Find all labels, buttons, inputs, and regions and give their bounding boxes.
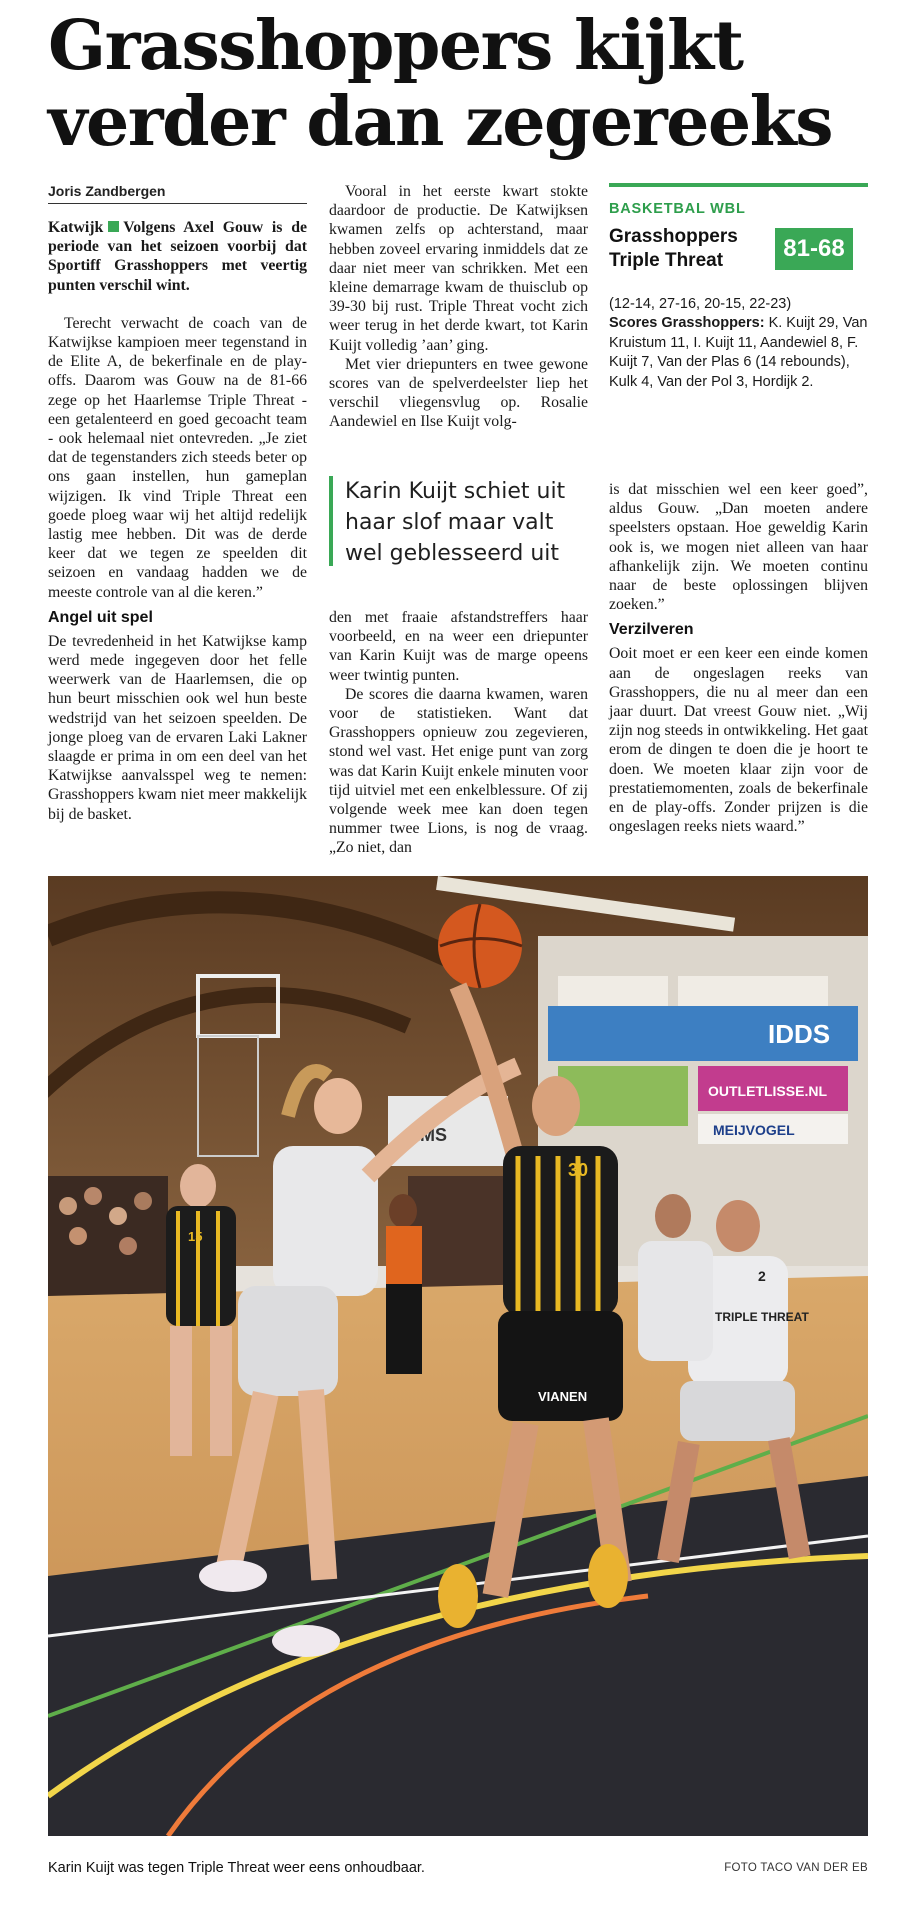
scorers-list: K. Kuijt 29, Van Kruistum 11, I. Kuijt 11, Aandewiel 8, F. Kuijt 7, Van der Plas 6 (14 rebounds), Kulk 4, Van der Pol 3, Hordijk 2. <box>609 315 868 390</box>
basketball-scene <box>48 876 868 1836</box>
body-paragraph-1: Terecht verwacht de coach van de Katwijkse kampioen meer tegenstand in de Elite A, de bekerfinale en de play-offs. Daarom was Gouw na de 81-66 zege op het Haarlemse Triple Threat - een getalenteerd en goed gecoacht team - ook helemaal niet ontevreden. „Je ziet dat de tegenstanders zich steeds beter op ons gaan instellen, hun gameplan wijzigen. Ik vind Triple Threat een goede ploeg waar wij het altijd redelijk lastig mee hebben. Dit was de derde keer dat we tegen ze speelden dit seizoen en vandaag hadden we de meeste controle van al die keren.” <box>48 314 307 601</box>
body-paragraph-6: Ooit moet er een keer een einde komen aan de ongeslagen reeks van Grasshoppers, die nu al meer dan een jaar duurt. Dat vreest Gouw niet. „Wij zijn nog steeds in ontwikkeling. Het gaat erom de dingen te doen die je hoort te doen. We moeten klaar zijn voor de prestatiemomenten, zoals de bekerfinale en de play-offs. Zonder prijzen is die ongeslagen reeks niets waard.” <box>609 645 868 836</box>
final-score: 81-68 <box>775 228 853 270</box>
scorers-label: Scores Grasshoppers: <box>609 315 765 332</box>
pull-quote: Karin Kuijt schiet uit haar slof maar valt wel geblesseerd uit <box>329 476 588 566</box>
score-box <box>609 183 868 392</box>
jersey-number-2: 2 <box>758 1268 766 1284</box>
score-box-label: BASKETBAL WBL <box>609 201 746 217</box>
jersey-number-15: 15 <box>188 1229 203 1244</box>
jersey-number-30: 30 <box>568 1160 589 1180</box>
article-column-2-lower <box>329 608 588 858</box>
score-details <box>609 295 868 392</box>
article-column-2 <box>329 182 588 432</box>
jersey-triple-threat: TRIPLE THREAT <box>715 1310 809 1324</box>
article-photo <box>48 876 868 1836</box>
headline <box>48 8 878 160</box>
score-box-rule <box>609 183 868 187</box>
dateline: Katwijk <box>48 219 104 236</box>
photo-credit: FOTO TACO VAN DER EB <box>724 1862 868 1874</box>
headline-line-1: Grasshoppers kijkt <box>48 6 743 86</box>
body-paragraph-4b: den met fraaie afstandstreffers haar voorbeeld, en na weer een driepunter van Karin Kuijt was de marge opeens weer twintig punten. <box>329 609 588 684</box>
body-paragraph-4a: Met vier driepunters en twee gewone scores van de spelverdeelster liep het verschil vliegensvlug op. Rosalie Aandewiel en Ilse Kuijt volg- <box>329 355 588 431</box>
away-team: Triple Threat <box>609 250 724 271</box>
banner-ems: EMS <box>408 1125 448 1145</box>
square-bullet-icon <box>108 221 119 232</box>
photo-caption: Karin Kuijt was tegen Triple Threat weer eens onhoudbaar. <box>48 1860 425 1876</box>
body-paragraph-2: De tevredenheid in het Katwijkse kamp werd mede ingegeven door het felle weerwerk van de Haarlemsen, die op hun beurt misschien ook wel hun beste wedstrijd van het seizoen speelden. De jonge ploeg van de ervaren Laki Lakner slaagde er prima in om een deel van het Katwijkse aanvalsspel weg te nemen: Grasshoppers kwam niet meer makkelijk bij de basket. <box>48 632 307 823</box>
lead-paragraph <box>48 218 307 295</box>
subhead-angel-uit-spel: Angel uit spel <box>48 608 153 626</box>
lead-text: Volgens Axel Gouw is de periode van het seizoen voorbij dat Sportiff Grasshoppers met veertig punten verschil wint. <box>48 219 307 294</box>
subhead-verzilveren: Verzilveren <box>609 621 694 639</box>
score-box-teams <box>609 225 868 275</box>
body-paragraph-3: Vooral in het eerste kwart stokte daardoor de productie. De Katwijksen kwamen zelfs op achterstand, maar hebben zoveel ervaring inmiddels dat ze daar niet meer van schrikken. Met een kleine demarrage kwam de thuisclub op 39-30 bij rust. Triple Threat vocht zich weer terug in het derde kwart, tot Karin Kuijt volledig ’aan’ ging. <box>329 183 588 354</box>
article-column-1 <box>48 182 307 824</box>
headline-line-2: verder dan zegereeks <box>48 82 833 162</box>
banner-outletlisse: OUTLETLISSE.NL <box>708 1083 827 1099</box>
banner-meijvogel: MEIJVOGEL <box>713 1122 795 1138</box>
byline: Joris Zandbergen <box>48 182 307 204</box>
body-paragraph-5b: is dat misschien wel een keer goed”, aldus Gouw. „Dan moeten andere speelsters opstaan. Hoe geweldig Karin ook is, we mogen niet alleen van haar afhankelijk zijn. We moeten continu naar de beste oplossingen blijven zoeken.” <box>609 481 868 614</box>
body-paragraph-5: De scores die daarna kwamen, waren voor de statistieken. Want dat Grasshoppers opnieuw zou zegevieren, stond wel vast. Het enige punt van zorg was dat Karin Kuijt enkele minuten voor tijd uitviel met een enkelblessure. Of zij volgende week mee kan doen tegen nummer twee Lions, is nog de vraag. „Zo niet, dan <box>329 685 588 857</box>
shorts-vianen: VIANEN <box>538 1389 588 1404</box>
banner-idds: IDDS <box>768 1019 831 1049</box>
home-team: Grasshoppers <box>609 226 738 247</box>
quarter-scores: (12-14, 27-16, 20-15, 22-23) <box>609 296 792 312</box>
article-column-3 <box>609 480 868 836</box>
